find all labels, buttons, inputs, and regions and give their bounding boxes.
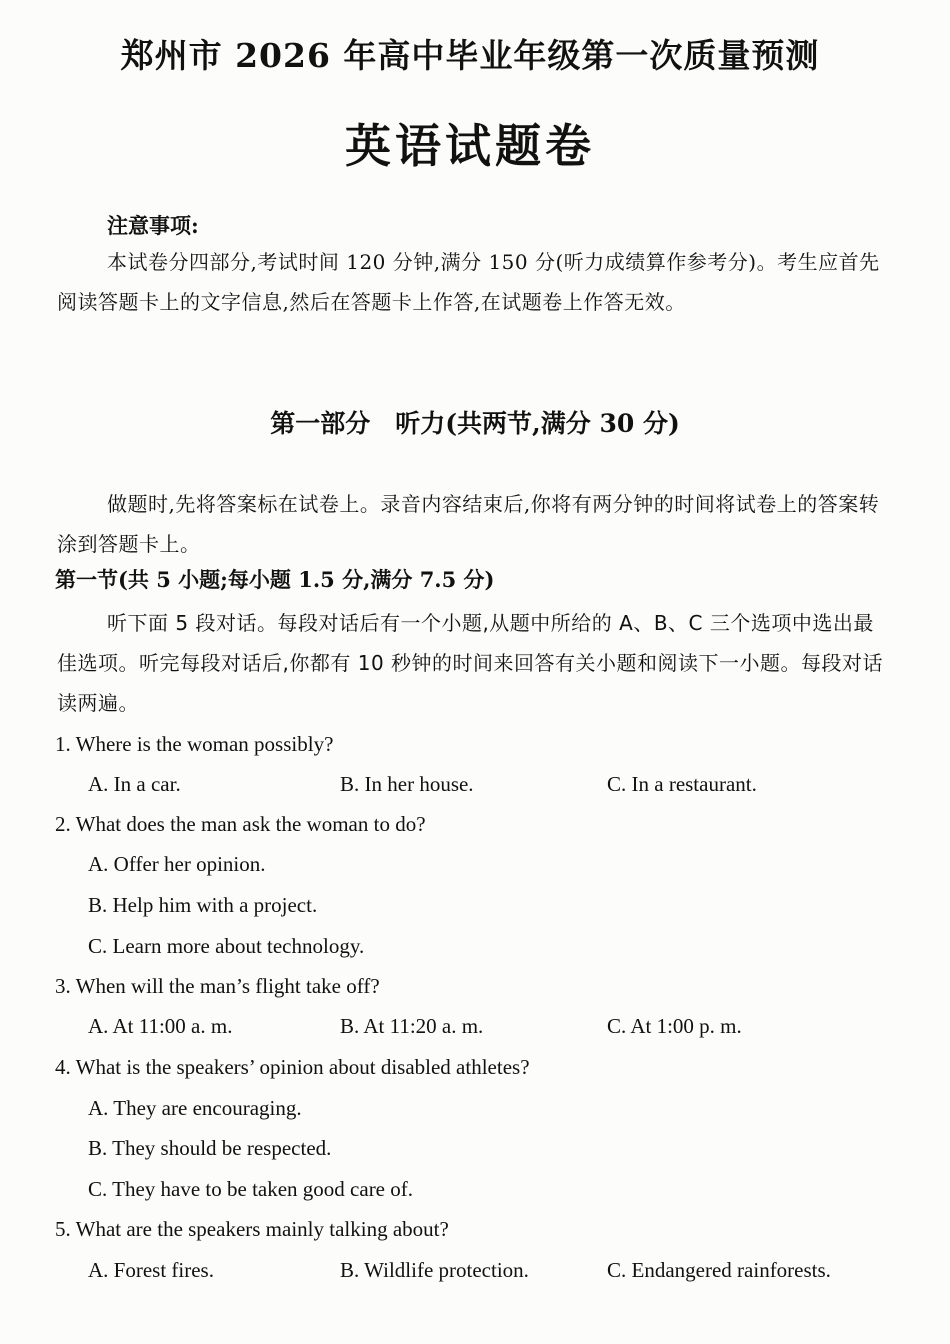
question-4-option-b: B. They should be respected. (88, 1136, 332, 1160)
question-5-option-a: A. Forest fires. (88, 1258, 214, 1282)
question-1-stem: 1. Where is the woman possibly? (55, 732, 334, 756)
question-2-option-a: A. Offer her opinion. (88, 852, 266, 876)
question-2-stem: 2. What does the man ask the woman to do? (55, 812, 426, 836)
notice-heading: 注意事项: (107, 213, 199, 238)
exam-title: 郑州市 2026 年高中毕业年级第一次质量预测 (120, 36, 820, 75)
part-one-heading: 第一部分 听力(共两节,满分 30 分) (270, 409, 680, 438)
notice-body: 本试卷分四部分,考试时间 120 分钟,满分 150 分(听力成绩算作参考分)。考生应首先阅读答题卡上的文字信息,然后在答题卡上作答,在试题卷上作答无效。 (57, 250, 880, 314)
question-4-stem: 4. What is the speakers’ opinion about disabled athletes? (55, 1055, 530, 1079)
question-1-option-c: C. In a restaurant. (607, 772, 757, 796)
question-2-option-c: C. Learn more about technology. (88, 934, 365, 958)
part-one-instruction: 做题时,先将答案标在试卷上。录音内容结束后,你将有两分钟的时间将试卷上的答案转涂到答题卡上。 (57, 492, 880, 556)
question-5-option-c: C. Endangered rainforests. (607, 1258, 831, 1282)
paper-title: 英语试题卷 (345, 119, 595, 173)
question-2-option-b: B. Help him with a project. (88, 893, 318, 917)
question-5-option-b: B. Wildlife protection. (340, 1258, 529, 1282)
section-one-instruction: 听下面 5 段对话。每段对话后有一个小题,从题中所给的 A、B、C 三个选项中选出最佳选项。听完每段对话后,你都有 10 秒钟的时间来回答有关小题和阅读下一小题。每段对话读两遍。 (57, 611, 884, 715)
question-4-option-c: C. They have to be taken good care of. (88, 1177, 413, 1201)
question-5-stem: 5. What are the speakers mainly talking about? (55, 1217, 449, 1241)
question-3-option-a: A. At 11:00 a. m. (88, 1014, 233, 1038)
section-one-heading: 第一节(共 5 小题;每小题 1.5 分,满分 7.5 分) (55, 567, 495, 592)
question-1-option-b: B. In her house. (340, 772, 474, 796)
question-4-option-a: A. They are encouraging. (88, 1096, 302, 1120)
question-3-stem: 3. When will the man’s flight take off? (55, 974, 380, 998)
question-1-option-a: A. In a car. (88, 772, 181, 796)
question-3-option-b: B. At 11:20 a. m. (340, 1014, 484, 1038)
question-3-option-c: C. At 1:00 p. m. (607, 1014, 742, 1038)
